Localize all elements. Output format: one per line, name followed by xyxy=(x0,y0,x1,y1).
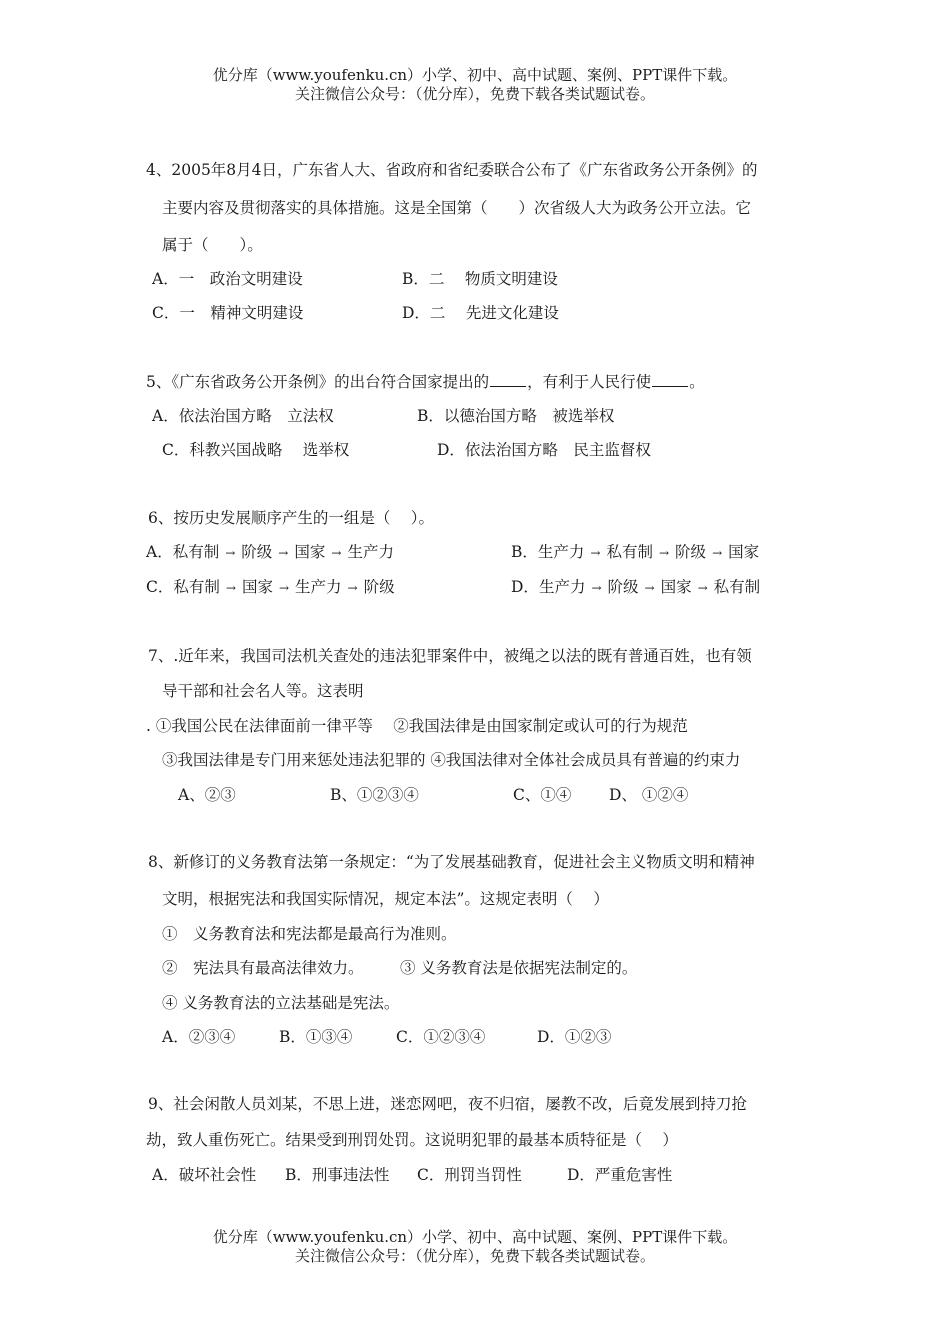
q6-stem: 6、按历史发展顺序产生的一组是（ ）。 xyxy=(148,509,435,527)
header-line-2: 关注微信公众号：（优分库），免费下载各类试题试卷。 xyxy=(294,85,655,103)
sequence-item: 国家 xyxy=(728,543,760,561)
q5-option-a: A．依法治国方略 立法权 xyxy=(152,407,334,425)
sequence-item: 国家 xyxy=(294,543,326,561)
q6-option-c-label: C． xyxy=(146,578,174,596)
q6-option-a-label: A． xyxy=(146,543,173,561)
sequence-item: 私有制 xyxy=(606,543,653,561)
sequence-item: 生产力 xyxy=(538,578,586,596)
q4-line-2: 主要内容及贯彻落实的具体措施。这是全国第（ ）次省级人大为政务公开立法。它 xyxy=(162,199,752,217)
q4-option-d: D．二 先进文化建设 xyxy=(402,304,559,322)
sequence-item: 阶级 xyxy=(607,578,639,596)
q9-option-b: B．刑事违法性 xyxy=(285,1166,390,1184)
sequence-item: 国家 xyxy=(241,578,273,596)
sequence-item: 生产力 xyxy=(537,543,585,561)
q7-line-1: 7、.近年来，我国司法机关查处的违法犯罪案件中，被绳之以法的既有普通百姓，也有领 xyxy=(148,647,752,665)
q8-statement-3: ③ 义务教育法是依据宪法制定的。 xyxy=(400,959,638,977)
q6-option-b-label: B． xyxy=(511,543,538,561)
sequence-item: 国家 xyxy=(660,578,692,596)
arrow-icon: → xyxy=(278,546,289,560)
q4-option-c: C．一 精神文明建设 xyxy=(152,304,304,322)
header-line-1: 优分库（www.youfenku.cn）小学、初中、高中试题、案例、PPT课件下载。 xyxy=(212,66,738,84)
q5-option-b: B．以德治国方略 被选举权 xyxy=(417,407,615,425)
q8-line-1: 8、新修订的义务教育法第一条规定：“为了发展基础教育，促进社会主义物质文明和精神 xyxy=(148,853,755,871)
arrow-icon: → xyxy=(697,581,708,595)
sequence-item: 阶级 xyxy=(363,578,395,596)
arrow-icon: → xyxy=(658,546,670,560)
q8-option-c: C．①②③④ xyxy=(396,1028,486,1046)
arrow-icon: → xyxy=(331,546,342,560)
q7-option-a: A、②③ xyxy=(178,786,236,804)
q7-line-2: 导干部和社会名人等。这表明 xyxy=(162,682,364,700)
sequence-item: 私有制 xyxy=(713,578,761,596)
q5-stem-part-2: ，有利于人民行使 xyxy=(527,373,652,391)
q8-statement-1: ① 义务教育法和宪法都是最高行为准则。 xyxy=(162,925,457,943)
q8-line-2: 文明，根据宪法和我国实际情况，规定本法”。这规定表明（ ） xyxy=(162,890,609,908)
q6-option-d xyxy=(511,577,760,598)
q5-option-c: C．科教兴国战略 选举权 xyxy=(162,441,350,459)
q4-option-b: B．二 物质文明建设 xyxy=(402,270,558,288)
arrow-icon: → xyxy=(225,546,236,560)
q9-option-c: C．刑罚当罚性 xyxy=(417,1166,522,1184)
arrow-icon: → xyxy=(347,581,358,595)
sequence-item: 生产力 xyxy=(295,578,342,596)
q8-statement-4: ④ 义务教育法的立法基础是宪法。 xyxy=(162,994,400,1012)
q4-option-a: A．一 政治文明建设 xyxy=(152,270,303,288)
footer-line-1: 优分库（www.youfenku.cn）小学、初中、高中试题、案例、PPT课件下载。 xyxy=(212,1228,738,1246)
arrow-icon: → xyxy=(712,546,723,560)
q6-option-d-label: D． xyxy=(511,578,539,596)
arrow-icon: → xyxy=(644,581,655,595)
page-header xyxy=(0,66,950,104)
q6-option-a xyxy=(146,542,394,563)
q5-blank-1 xyxy=(490,371,526,387)
sequence-item: 阶级 xyxy=(241,543,273,561)
q7-statement-1-2: . ①我国公民在法律面前一律平等 ②我国法律是由国家制定或认可的行为规范 xyxy=(146,717,688,735)
arrow-icon: → xyxy=(591,581,602,595)
sequence-item: 生产力 xyxy=(347,543,394,561)
arrow-icon: → xyxy=(278,581,290,595)
arrow-icon: → xyxy=(225,581,236,595)
q4-line-1: 4、2005年8月4日，广东省人大、省政府和省纪委联合公布了《广东省政务公开条例》的 xyxy=(146,161,758,179)
page-footer xyxy=(0,1228,950,1266)
footer-line-2: 关注微信公众号：（优分库），免费下载各类试题试卷。 xyxy=(294,1247,655,1265)
q5-blank-2 xyxy=(652,371,688,387)
sequence-item: 私有制 xyxy=(173,578,220,596)
q5-stem-part-1: 5、《广东省政务公开条例》的出台符合国家提出的 xyxy=(146,373,490,391)
sequence-item: 阶级 xyxy=(675,543,707,561)
q5-option-d: D．依法治国方略 民主监督权 xyxy=(437,441,651,459)
q9-option-d: D．严重危害性 xyxy=(567,1166,673,1184)
q6-option-b xyxy=(511,542,759,563)
q8-option-b: B．①③④ xyxy=(279,1028,353,1046)
arrow-icon: → xyxy=(590,546,601,560)
q9-line-1: 9、社会闲散人员刘某，不思上进，迷恋网吧，夜不归宿，屡教不改，后竟发展到持刀抢 xyxy=(148,1095,747,1113)
q8-option-a: A．②③④ xyxy=(162,1028,236,1046)
q8-statement-2: ② 宪法具有最高法律效力。 xyxy=(162,959,364,977)
q9-option-a: A．破坏社会性 xyxy=(152,1166,257,1184)
q4-line-3: 属于（ ）。 xyxy=(162,236,263,254)
q6-option-c xyxy=(146,577,395,598)
sequence-item: 私有制 xyxy=(172,543,220,561)
q7-option-b: B、①②③④ xyxy=(330,786,419,804)
q5-stem xyxy=(146,371,705,392)
q7-option-d: D、 ①②④ xyxy=(609,786,689,804)
q7-statement-3-4: ③我国法律是专门用来惩处违法犯罪的 ④我国法律对全体社会成员具有普遍的约束力 xyxy=(162,751,741,769)
q9-line-2: 劫，致人重伤死亡。结果受到刑罚处罚。这说明犯罪的最基本质特征是（ ） xyxy=(146,1131,678,1149)
q8-option-d: D．①②③ xyxy=(537,1028,612,1046)
q7-option-c: C、①④ xyxy=(513,786,572,804)
q5-stem-part-3: 。 xyxy=(689,373,705,391)
